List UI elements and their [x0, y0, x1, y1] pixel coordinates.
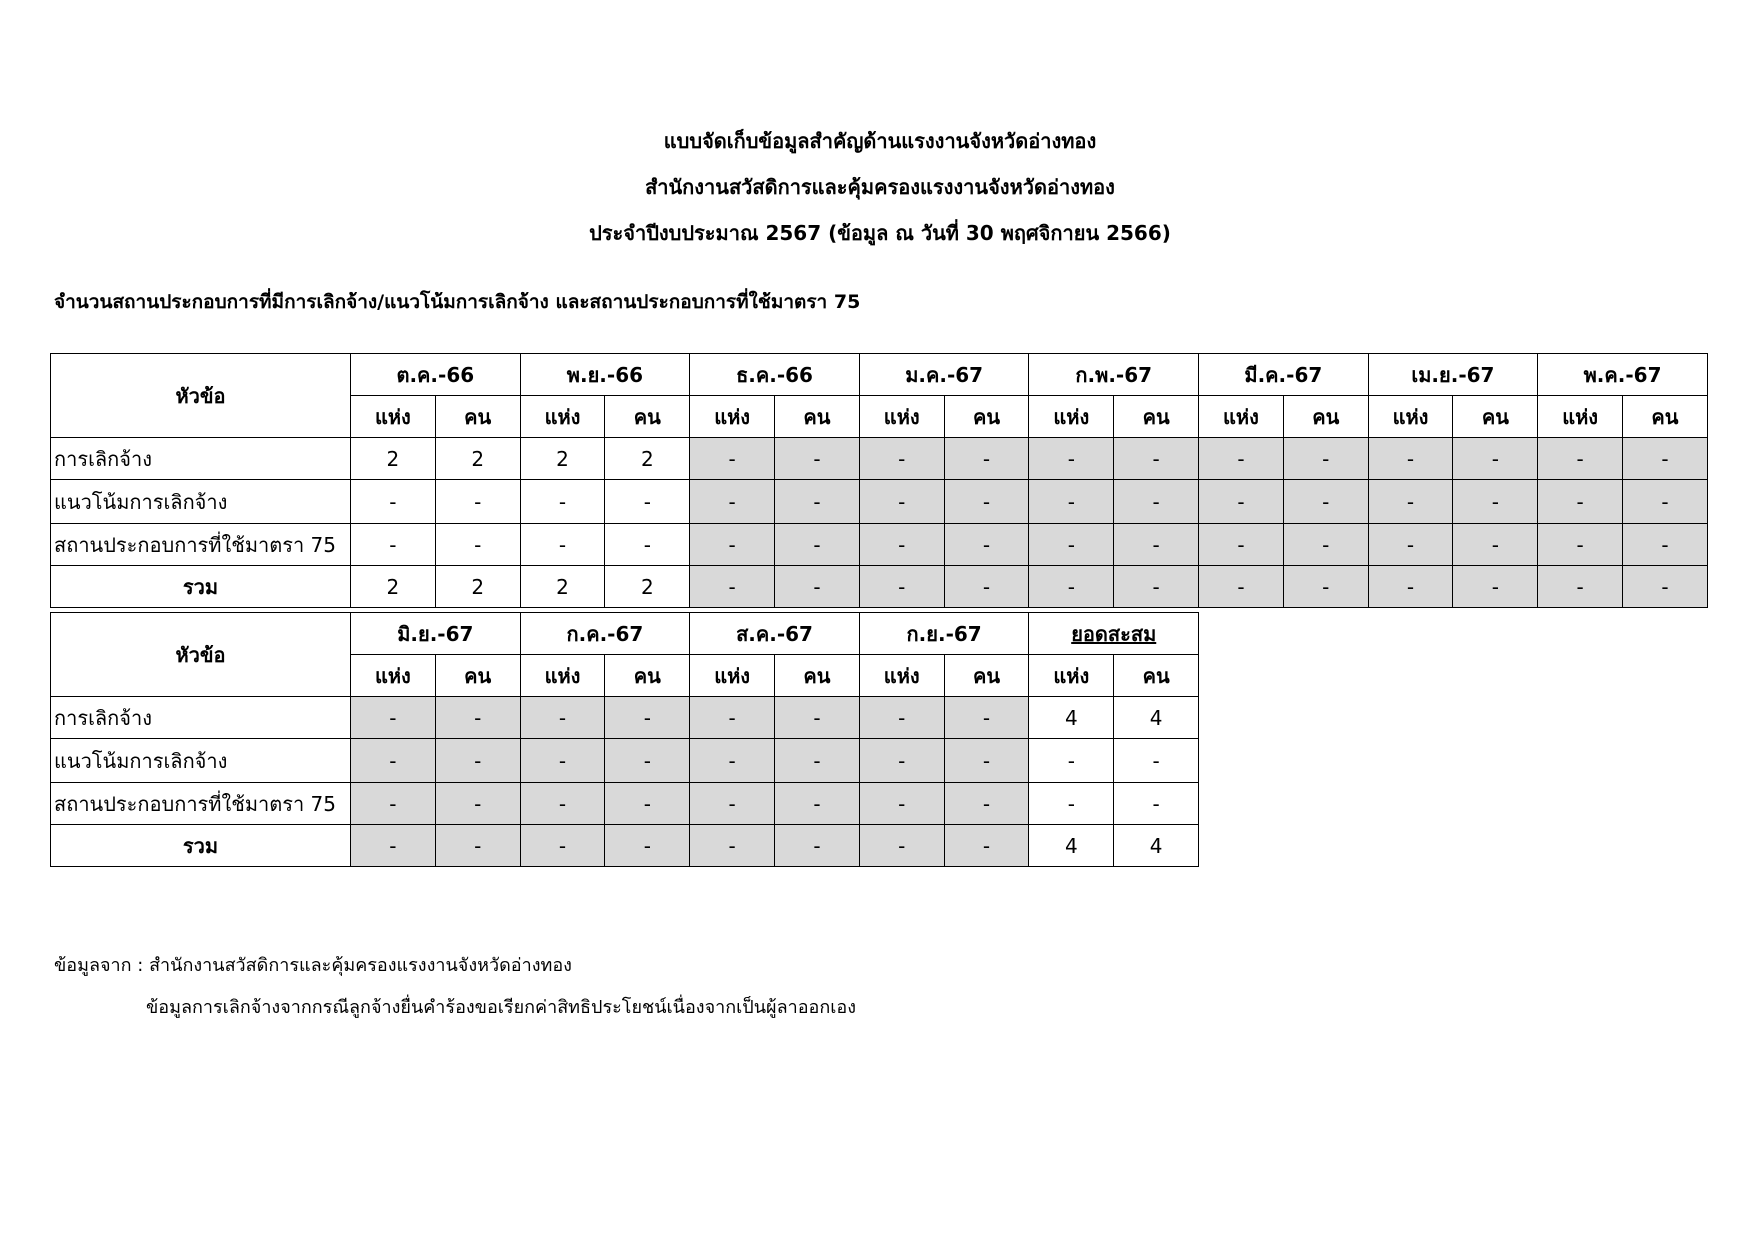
table-cell: 4	[1114, 825, 1199, 867]
unit-person-header: คน	[775, 396, 860, 438]
table-cell: -	[1368, 438, 1453, 480]
table-cell: -	[520, 739, 605, 783]
table-cell: -	[1453, 566, 1538, 608]
table-cell: -	[1623, 524, 1708, 566]
unit-place-header: แห่ง	[520, 396, 605, 438]
table-cell: -	[944, 566, 1029, 608]
month-header	[1029, 613, 1199, 655]
unit-place-header: แห่ง	[520, 655, 605, 697]
table-cell: -	[775, 480, 860, 524]
table-cell: -	[690, 524, 775, 566]
table-cell: 4	[1029, 825, 1114, 867]
month-header	[859, 613, 1029, 655]
month-header	[1368, 354, 1538, 396]
table-cell: -	[435, 480, 520, 524]
table-cell: -	[944, 524, 1029, 566]
unit-person-header: คน	[1114, 655, 1199, 697]
table-cell: -	[1283, 566, 1368, 608]
table-cell: -	[605, 480, 690, 524]
month-header	[690, 613, 860, 655]
unit-place-header: แห่ง	[1538, 396, 1623, 438]
unit-person-header: คน	[605, 396, 690, 438]
unit-person-header: คน	[1114, 396, 1199, 438]
row-label: สถานประกอบการที่ใช้มาตรา 75	[51, 783, 351, 825]
table-cell: -	[1623, 438, 1708, 480]
row-label: การเลิกจ้าง	[51, 697, 351, 739]
table-row	[51, 524, 1708, 566]
month-label: พ.ค.-67	[1583, 362, 1662, 387]
month-label: มี.ค.-67	[1244, 362, 1323, 387]
table-cell: -	[1114, 480, 1199, 524]
title-line-3: ประจำปีงบประมาณ 2567 (ข้อมูล ณ วันที่ 30 พฤศจิกายน 2566)	[589, 221, 1171, 245]
month-header	[1538, 354, 1708, 396]
month-label: ธ.ค.-66	[736, 362, 813, 387]
table-cell: -	[1368, 566, 1453, 608]
table-cell: -	[690, 697, 775, 739]
table-cell: -	[1283, 480, 1368, 524]
table-cell: -	[605, 524, 690, 566]
unit-person-header: คน	[944, 655, 1029, 697]
table-cell: -	[1114, 783, 1199, 825]
table-cell: -	[1114, 566, 1199, 608]
title-line-1: แบบจัดเก็บข้อมูลสำคัญด้านแรงงานจังหวัดอ่างทอง	[663, 129, 1097, 153]
month-header	[859, 354, 1029, 396]
table-cell: -	[1199, 438, 1284, 480]
table-cell: -	[1114, 438, 1199, 480]
unit-place-header: แห่ง	[1029, 655, 1114, 697]
month-header	[690, 354, 860, 396]
month-label: ต.ค.-66	[396, 362, 475, 387]
header-row-months	[51, 354, 1708, 396]
table-cell: -	[1453, 438, 1538, 480]
table-cell: -	[1029, 566, 1114, 608]
row-label: สถานประกอบการที่ใช้มาตรา 75	[51, 524, 351, 566]
table-cell: -	[859, 480, 944, 524]
table-cell: -	[605, 697, 690, 739]
table-cell: -	[435, 524, 520, 566]
table-cell: -	[520, 825, 605, 867]
table-cell: 2	[435, 566, 520, 608]
table-cell: -	[944, 697, 1029, 739]
table-cell: -	[775, 438, 860, 480]
table-cell: -	[435, 825, 520, 867]
table-row	[51, 438, 1708, 480]
table-months-oct-may	[50, 353, 1708, 608]
table-caption: จำนวนสถานประกอบการที่มีการเลิกจ้าง/แนวโน้มการเลิกจ้าง และสถานประกอบการที่ใช้มาตรา 75	[54, 291, 861, 313]
table-cell: -	[1029, 739, 1114, 783]
table-cell: -	[435, 783, 520, 825]
unit-person-header: คน	[1623, 396, 1708, 438]
row-label: แนวโน้มการเลิกจ้าง	[51, 480, 351, 524]
month-label: พ.ย.-66	[566, 362, 644, 387]
unit-place-header: แห่ง	[1368, 396, 1453, 438]
title-line-2: สำนักงานสวัสดิการและคุ้มครองแรงงานจังหวัดอ่างทอง	[645, 175, 1115, 199]
month-label: ม.ค.-67	[905, 362, 984, 387]
table-cell: -	[690, 783, 775, 825]
table-cell: -	[944, 825, 1029, 867]
unit-person-header: คน	[1283, 396, 1368, 438]
month-label: ก.ค.-67	[566, 621, 644, 646]
unit-person-header: คน	[1453, 396, 1538, 438]
unit-place-header: แห่ง	[859, 396, 944, 438]
table-cell: -	[351, 697, 436, 739]
table-cell: -	[775, 524, 860, 566]
unit-place-header: แห่ง	[690, 396, 775, 438]
table-cell: -	[1029, 783, 1114, 825]
month-header	[520, 354, 690, 396]
document-header	[120, 118, 1640, 256]
table-cell: -	[775, 825, 860, 867]
month-header	[1029, 354, 1199, 396]
table-cell: -	[351, 524, 436, 566]
table-cell: -	[1199, 566, 1284, 608]
table-cell: -	[1623, 566, 1708, 608]
table-cell: 2	[351, 566, 436, 608]
table-cell: -	[775, 566, 860, 608]
row-label: แนวโน้มการเลิกจ้าง	[51, 739, 351, 783]
footer-source: ข้อมูลจาก : สำนักงานสวัสดิการและคุ้มครองแรงงานจังหวัดอ่างทอง	[54, 955, 572, 976]
table-cell: 2	[520, 566, 605, 608]
table-cell: -	[1453, 480, 1538, 524]
table-row	[51, 783, 1199, 825]
table-cell: 2	[605, 438, 690, 480]
table-cell: -	[944, 438, 1029, 480]
table-cell: -	[775, 783, 860, 825]
table-cell: -	[859, 783, 944, 825]
table-row	[51, 825, 1199, 867]
table-cell: -	[1368, 524, 1453, 566]
table-cell: -	[859, 739, 944, 783]
table-cell: -	[435, 697, 520, 739]
table-cell: -	[859, 438, 944, 480]
table-cell: -	[944, 783, 1029, 825]
table-cell: -	[690, 825, 775, 867]
unit-person-header: คน	[435, 396, 520, 438]
table-cell: -	[1368, 480, 1453, 524]
unit-place-header: แห่ง	[690, 655, 775, 697]
table-cell: -	[775, 697, 860, 739]
table-cell: -	[1029, 524, 1114, 566]
table-cell: -	[859, 524, 944, 566]
table-cell: -	[520, 783, 605, 825]
unit-person-header: คน	[944, 396, 1029, 438]
month-header	[1199, 354, 1369, 396]
table-cell: -	[690, 566, 775, 608]
table-cell: 2	[605, 566, 690, 608]
table-cell: 4	[1114, 697, 1199, 739]
unit-place-header: แห่ง	[1029, 396, 1114, 438]
month-label: เม.ย.-67	[1411, 362, 1495, 387]
table-cell: -	[605, 739, 690, 783]
table-cell: -	[859, 566, 944, 608]
header-topic: หัวข้อ	[51, 613, 351, 697]
table-cell: -	[944, 739, 1029, 783]
table-cell: -	[1453, 524, 1538, 566]
unit-place-header: แห่ง	[1199, 396, 1284, 438]
table-row	[51, 697, 1199, 739]
table-cell: -	[1538, 438, 1623, 480]
table-cell: -	[520, 697, 605, 739]
table-cell: -	[1029, 438, 1114, 480]
month-header	[520, 613, 690, 655]
table-cell: -	[1538, 480, 1623, 524]
footer-note: ข้อมูลการเลิกจ้างจากกรณีลูกจ้างยื่นคำร้องขอเรียกค่าสิทธิประโยชน์เนื่องจากเป็นผู้ลาออกเอง	[146, 997, 856, 1018]
row-label-total: รวม	[51, 825, 351, 867]
table-cell: -	[1283, 524, 1368, 566]
table-cell: -	[351, 783, 436, 825]
month-label: ก.ย.-67	[906, 621, 982, 646]
table-cell: -	[944, 480, 1029, 524]
table-row	[51, 739, 1199, 783]
header-row-months	[51, 613, 1199, 655]
table-cell: -	[351, 480, 436, 524]
table-cell: -	[351, 739, 436, 783]
table-cell: -	[775, 739, 860, 783]
row-label-total: รวม	[51, 566, 351, 608]
month-header	[351, 354, 521, 396]
table-cell: -	[1199, 480, 1284, 524]
table-months-jun-sep	[50, 612, 1199, 867]
unit-place-header: แห่ง	[351, 655, 436, 697]
header-topic: หัวข้อ	[51, 354, 351, 438]
month-label: ส.ค.-67	[736, 621, 813, 646]
month-label: ยอดสะสม	[1071, 621, 1157, 646]
table-cell: 4	[1029, 697, 1114, 739]
month-label: มิ.ย.-67	[397, 621, 474, 646]
unit-place-header: แห่ง	[859, 655, 944, 697]
month-header	[351, 613, 521, 655]
table-cell: -	[859, 825, 944, 867]
table-cell: -	[1114, 524, 1199, 566]
table-cell: 2	[351, 438, 436, 480]
row-label: การเลิกจ้าง	[51, 438, 351, 480]
table-cell: -	[1114, 739, 1199, 783]
unit-place-header: แห่ง	[351, 396, 436, 438]
table-cell: -	[1623, 480, 1708, 524]
table-cell: -	[351, 825, 436, 867]
unit-person-header: คน	[775, 655, 860, 697]
table-cell: -	[690, 438, 775, 480]
table-cell: -	[690, 480, 775, 524]
table-cell: -	[859, 697, 944, 739]
table-cell: -	[1283, 438, 1368, 480]
table-cell: -	[435, 739, 520, 783]
unit-person-header: คน	[435, 655, 520, 697]
unit-person-header: คน	[605, 655, 690, 697]
table-cell: -	[690, 739, 775, 783]
table-cell: -	[520, 524, 605, 566]
table-row	[51, 566, 1708, 608]
table-cell: -	[605, 783, 690, 825]
month-label: ก.พ.-67	[1075, 362, 1153, 387]
table-cell: -	[1538, 524, 1623, 566]
table-cell: 2	[520, 438, 605, 480]
table-cell: -	[520, 480, 605, 524]
table-cell: -	[1538, 566, 1623, 608]
table-cell: -	[605, 825, 690, 867]
table-row	[51, 480, 1708, 524]
table-cell: 2	[435, 438, 520, 480]
table-cell: -	[1199, 524, 1284, 566]
table-cell: -	[1029, 480, 1114, 524]
